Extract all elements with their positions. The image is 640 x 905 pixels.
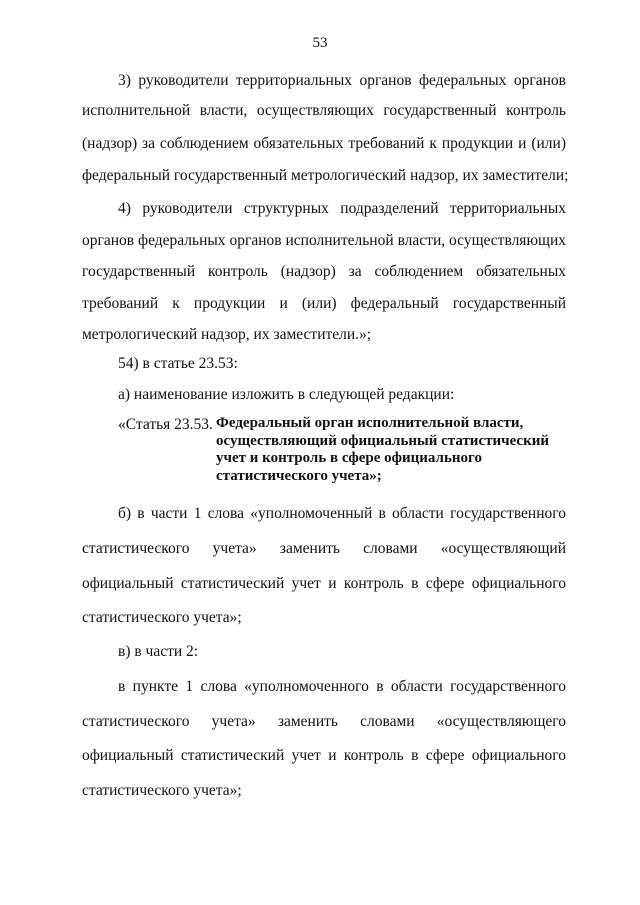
subitem-a: а) наименование изложить в следующей редакции:: [118, 386, 455, 403]
article-title-line-1: Федеральный орган исполнительной власти,: [216, 415, 524, 431]
article-prefix: «Статья 23.53.: [118, 416, 213, 433]
item-4-line-4: требований к продукции и (или) федеральный государственный: [82, 295, 566, 312]
item-4-line-3: государственный контроль (надзор) за соблюдением обязательных: [82, 263, 566, 280]
point-1-line-3: официальный статистический учет и контроль в сфере официального: [82, 747, 566, 764]
item-4-line-5: метрологический надзор, их заместители.»;: [82, 326, 372, 343]
subitem-b-line-4: статистического учета»;: [82, 609, 242, 626]
item-54: 54) в статье 23.53:: [118, 355, 238, 372]
subitem-b-line-3: официальный статистический учет и контроль в сфере официального: [82, 575, 566, 592]
item-3-line-2: исполнительной власти, осуществляющих государственный контроль: [82, 102, 566, 119]
item-3-line-1: 3) руководители территориальных органов федеральных органов: [118, 72, 566, 89]
article-title-line-4: статистического учета»;: [216, 467, 382, 484]
point-1-line-1: в пункте 1 слова «уполномоченного в области государственного: [118, 678, 566, 695]
item-4-line-2: органов федеральных органов исполнительной власти, осуществляющих: [82, 232, 566, 249]
point-1-line-4: статистического учета»;: [82, 782, 242, 799]
item-4-line-1: 4) руководители структурных подразделений территориальных: [118, 200, 566, 217]
subitem-v: в) в части 2:: [118, 643, 199, 660]
article-title-line-2: осуществляющий официальный статистический: [216, 432, 550, 449]
article-title: [216, 415, 566, 485]
subitem-b-line-2: статистического учета» заменить словами «осуществляющий: [82, 540, 566, 557]
article-title-line-3: учет и контроль в сфере официального: [216, 450, 482, 466]
item-3-line-3: (надзор) за соблюдением обязательных требований к продукции и (или): [82, 135, 566, 152]
point-1-line-2: статистического учета» заменить словами «осуществляющего: [82, 713, 566, 730]
subitem-b-line-1: б) в части 1 слова «уполномоченный в области государственного: [118, 505, 566, 522]
item-3-line-4: федеральный государственный метрологический надзор, их заместители;: [82, 167, 569, 184]
page-number: 53: [312, 35, 328, 51]
